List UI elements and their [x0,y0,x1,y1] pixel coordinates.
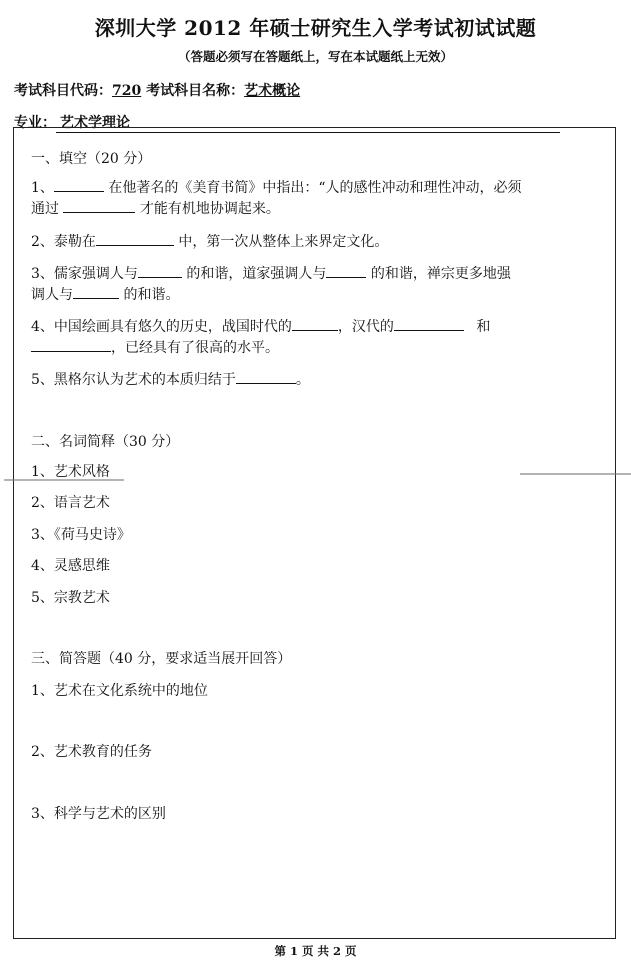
short-answer-item: 1、艺术在文化系统中的地位 [31,683,208,699]
question-3-line1: 3、儒家强调人与 的和谐，道家强调人与 的和谐，禅宗更多地强 [31,263,511,283]
answer-note: （答题必须写在答题纸上，写在本试题纸上无效） [177,49,453,64]
blank [31,337,111,352]
exam-title: 深圳大学 2012 年硕士研究生入学考试初试试题 [94,16,537,40]
major-label: 专业： [14,115,56,131]
subject-info [14,80,300,100]
blank [138,263,182,278]
short-answer-item: 2、艺术教育的任务 [31,744,152,760]
term-item: 4、灵感思维 [31,558,110,574]
question-3-line2: 调人与 的和谐。 [31,284,179,304]
question-4-line2: ，已经具有了很高的水平。 [31,337,279,357]
question-1-line2: 通过 才能有机地协调起来。 [31,198,280,218]
blank [63,198,135,213]
section-short-answer-title: 三、简答题（40 分，要求适当展开回答） [31,651,292,667]
question-2: 2、泰勒在 中，第一次从整体上来界定文化。 [31,231,388,251]
blank [73,284,119,299]
blank [326,263,366,278]
term-item: 5、宗教艺术 [31,590,110,606]
subject-code-label: 考试科目代码： [14,83,112,99]
blank [292,316,338,331]
term-item: 3、《荷马史诗》 [31,527,131,543]
blank [394,316,464,331]
blank [96,231,174,246]
section-fill-blank-title: 一、填空（20 分） [31,151,152,167]
subject-name-label: 考试科目名称： [146,83,245,99]
question-4-line1: 4、中国绘画具有悠久的历史，战国时代的 ，汉代的 和 [31,316,490,336]
blank [54,177,104,192]
term-item: 2、语言艺术 [31,495,110,511]
subject-name: 艺术概论 [244,83,301,99]
page-number: 第 1 页 共 2 页 [274,944,357,958]
question-5: 5、黑格尔认为艺术的本质归结于 。 [31,369,310,389]
question-1-line1: 1、 在他著名的《美育书简》中指出：“人的感性冲动和理性冲动，必须 [31,177,522,197]
section-terms-title: 二、名词简释（30 分） [31,434,180,450]
subject-code: 720 [112,83,142,99]
short-answer-item: 3、科学与艺术的区别 [31,806,166,822]
term-item: 1、艺术风格 [31,464,110,480]
blank [236,369,296,384]
scan-smudge [520,473,631,475]
major-value: 艺术学理论 [56,112,560,133]
